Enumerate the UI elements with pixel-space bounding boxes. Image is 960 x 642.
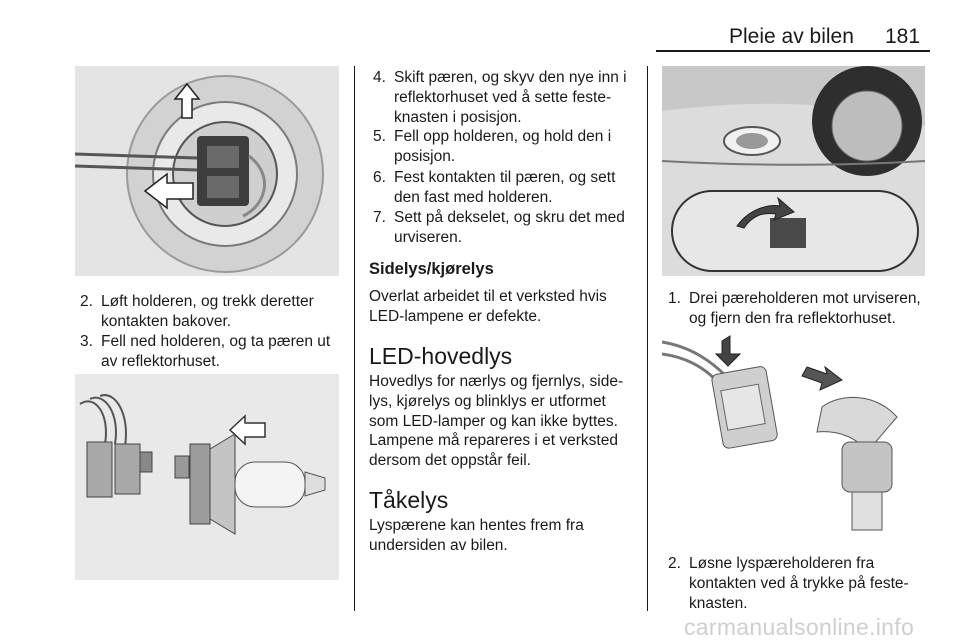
column-divider <box>647 66 648 611</box>
paragraph: Lyspærene kan hentes frem fra undersiden av bilen. <box>369 517 584 554</box>
section-heading-sidelys: Sidelys/kjørelys <box>369 260 494 278</box>
column-divider <box>354 66 355 611</box>
fog-lamp-under-bumper-icon <box>662 66 925 276</box>
fog-lamp-figure <box>662 66 925 276</box>
headlamp-bulb-holder-figure <box>75 66 339 276</box>
headlamp-bulb-holder-icon <box>75 66 339 276</box>
header-rule <box>656 50 930 52</box>
paragraph: Hovedlys for nærlys og fjernlys, side- lys, kjørelys og blinklys er utformet som LED-lamper og kan ikke byttes. <box>369 373 624 430</box>
fog-bulb-connector-icon <box>662 332 925 537</box>
paragraph: Lampene må repareres i et verksted dersom det oppstår feil. <box>369 432 618 469</box>
halogen-bulb-figure <box>75 374 339 580</box>
watermark: carmanualsonline.info <box>684 614 915 640</box>
paragraph: Overlat arbeidet til et verksted hvis LED-lampene er defekte. <box>369 288 607 325</box>
halogen-bulb-connector-icon <box>75 374 339 580</box>
page-number: 181 <box>885 25 921 48</box>
fog-bulb-figure <box>662 332 925 537</box>
section-heading-fog: Tåkelys <box>369 487 449 513</box>
page-title: Pleie av bilen <box>729 25 854 48</box>
section-heading-led: LED-hovedlys <box>369 343 513 369</box>
page-header <box>0 0 960 60</box>
